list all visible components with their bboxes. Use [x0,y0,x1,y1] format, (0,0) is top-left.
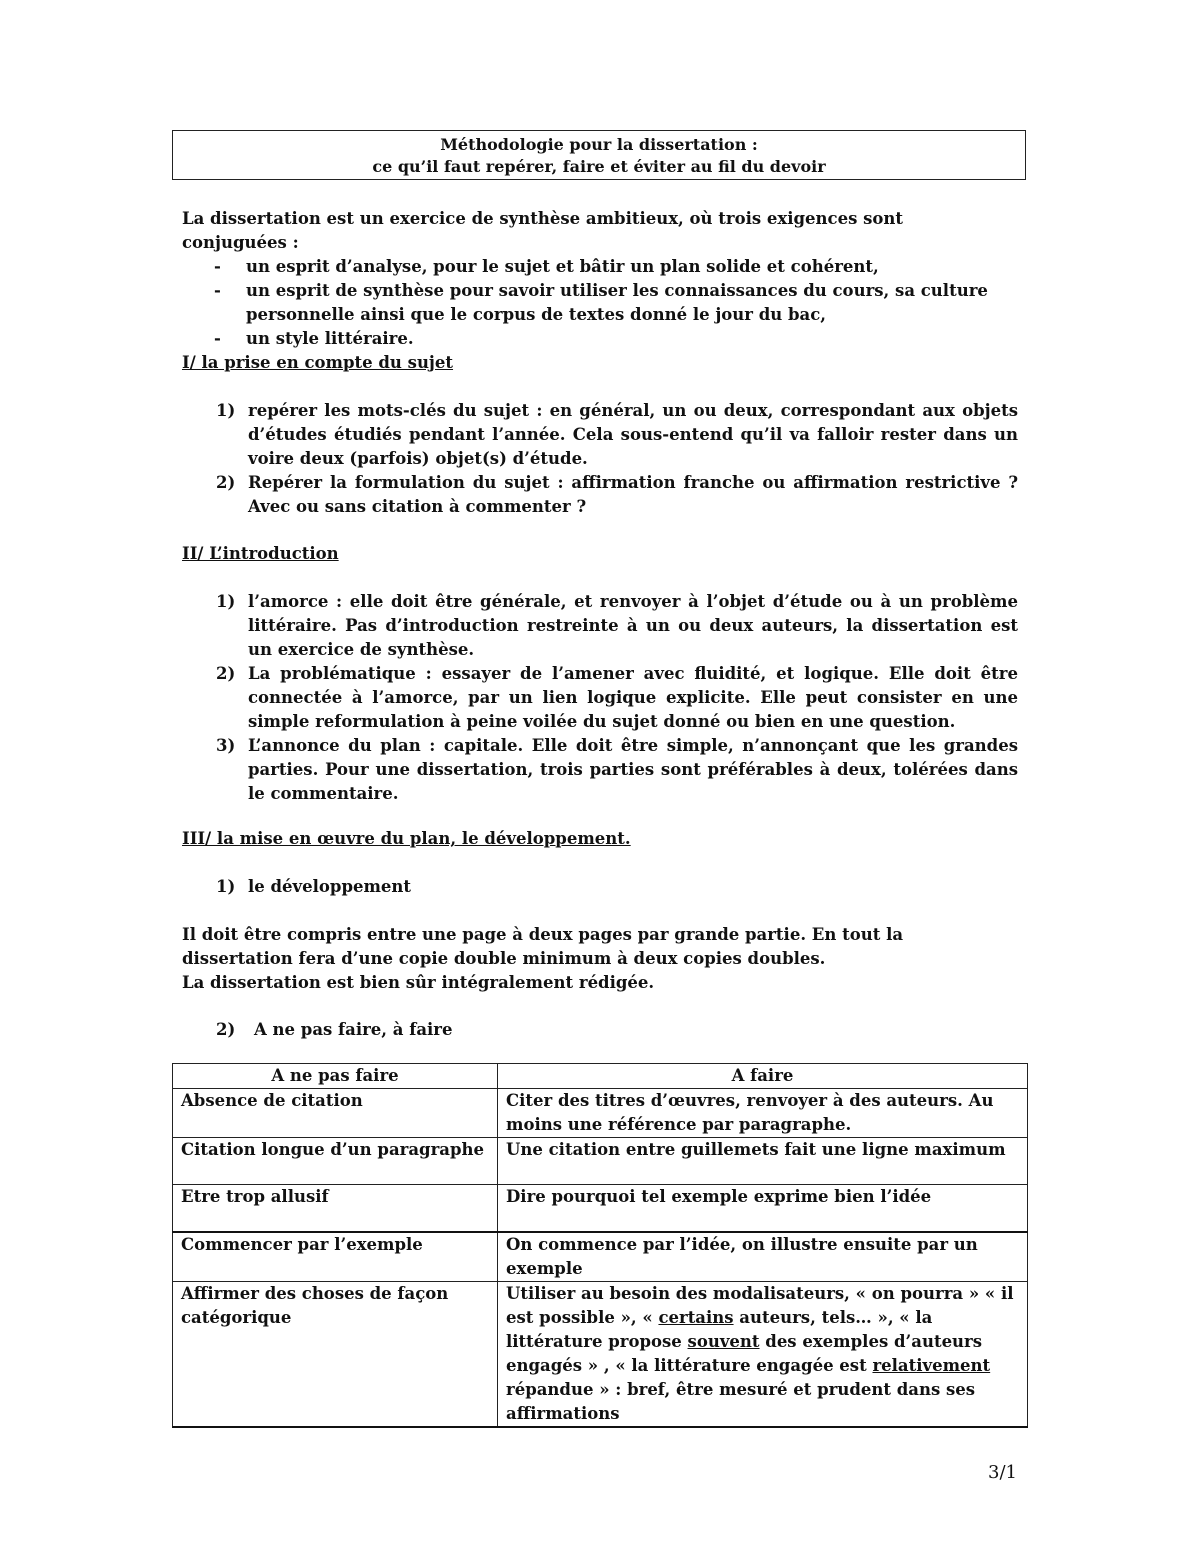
list-item: - un style littéraire. [214,329,414,348]
section-2-list [216,590,1018,806]
bullet-text: un esprit d’analyse, pour le sujet et bâtir un plan solide et cohérent, [246,257,879,276]
item-text: La problématique : essayer de l’amener avec fluidité, et logique. Elle doit être connectée à l’amorce, par un lien logique explicite. Elle peut consister en une simple reformulation à peine voilée du sujet donné ou bien en une question. [248,664,1018,731]
list-item [216,471,1018,519]
table-cell: Affirmer des choses de façon catégorique [173,1282,498,1428]
underlined-word: souvent [687,1332,760,1351]
table-cell: Une citation entre guillemets fait une ligne maximum [498,1138,1028,1185]
list-item [216,734,1018,806]
development-paragraph [182,923,1012,995]
list-item [216,662,1018,734]
table-row [173,1232,1028,1282]
table-row [173,1089,1028,1138]
bullet-text: un esprit de synthèse pour savoir utiliser les connaissances du cours, sa culture personnelle ainsi que le corpus de textes donné le jour du bac, [246,281,988,324]
table-header-row [173,1064,1028,1089]
table-cell [498,1282,1028,1428]
list-item: - un esprit de synthèse pour savoir utiliser les connaissances du cours, sa culture personnelle ainsi que le corpus de textes donné le jour du bac, [214,281,988,324]
page-number: 3/1 [988,1462,1017,1483]
section-3-heading: III/ la mise en œuvre du plan, le développement. [182,829,631,848]
table-cell: Dire pourquoi tel exemple exprime bien l’idée [498,1185,1028,1233]
section-3-item-2 [216,1018,1018,1042]
table-cell: Etre trop allusif [173,1185,498,1233]
table-cell: Citer des titres d’œuvres, renvoyer à des auteurs. Au moins une référence par paragraphe. [498,1089,1028,1138]
item-number: 2) [216,473,236,492]
item-number: 1) [216,877,236,896]
column-header: A ne pas faire [173,1064,498,1089]
title-line-1: Méthodologie pour la dissertation : [440,135,758,154]
section-1-heading: I/ la prise en compte du sujet [182,353,454,372]
underlined-word: relativement [872,1356,991,1375]
bullet-text: un style littéraire. [246,329,414,348]
item-number: 1) [216,401,236,420]
section-3-item-1 [216,875,1018,899]
item-text: L’annonce du plan : capitale. Elle doit être simple, n’annonçant que les grandes parties. Pour une dissertation, trois parties sont préférables à deux, tolérées dans le commentaire. [248,736,1018,803]
cell-text: auteurs, tels… », « la littérature propose [506,1308,933,1351]
table-row [173,1282,1028,1428]
column-header: A faire [498,1064,1028,1089]
title-line-2: ce qu’il faut repérer, faire et éviter au fil du devoir [372,157,826,176]
table-cell: Commencer par l’exemple [173,1232,498,1282]
list-item [216,1018,1018,1042]
comparison-table [172,1063,1028,1428]
table-cell: Citation longue d’un paragraphe [173,1138,498,1185]
list-item [216,399,1018,471]
list-item: - un esprit d’analyse, pour le sujet et bâtir un plan solide et cohérent, [214,257,879,276]
cell-text: Utiliser au besoin des modalisateurs, « on pourra » « il est possible », « [506,1284,1014,1327]
item-number: 2) [216,1020,236,1039]
cell-text: des exemples d’auteurs engagés » , « la littérature engagée est [506,1332,983,1375]
table-row [173,1138,1028,1185]
section-2-heading: II/ L’introduction [182,544,339,563]
table-cell: On commence par l’idée, on illustre ensuite par un exemple [498,1232,1028,1282]
intro-lead: La dissertation est un exercice de synthèse ambitieux, où trois exigences sont conjuguées : [182,209,904,252]
table-cell: Absence de citation [173,1089,498,1138]
list-item [216,875,1018,899]
item-text: A ne pas faire, à faire [254,1020,453,1039]
item-text: l’amorce : elle doit être générale, et renvoyer à l’objet d’étude ou à un problème littéraire. Pas d’introduction restreinte à un ou deux auteurs, la dissertation est un exercice de synthèse. [248,592,1018,659]
intro-bullet-list [182,255,1012,351]
item-number: 1) [216,592,236,611]
intro-block [182,207,1012,351]
item-text: repérer les mots-clés du sujet : en général, un ou deux, correspondant aux objets d’études étudiés pendant l’année. Cela sous-entend qu’il va falloir rester dans un voire deux (parfois) objet(s) d’étude. [248,401,1018,468]
item-number: 3) [216,736,236,755]
underlined-word: certains [658,1308,734,1327]
section-1-list [216,399,1018,519]
paragraph-text: Il doit être compris entre une page à deux pages par grande partie. En tout la dissertation fera d’une copie double minimum à deux copies doubles. [182,925,904,968]
item-text: le développement [248,877,412,896]
item-number: 2) [216,664,236,683]
cell-text: répandue » : bref, être mesuré et prudent dans ses affirmations [506,1380,976,1423]
table-row [173,1185,1028,1233]
item-text: Repérer la formulation du sujet : affirmation franche ou affirmation restrictive ? Avec ou sans citation à commenter ? [248,473,1018,516]
paragraph-text: La dissertation est bien sûr intégralement rédigée. [182,973,655,992]
list-item [216,590,1018,662]
title-box [172,130,1026,180]
